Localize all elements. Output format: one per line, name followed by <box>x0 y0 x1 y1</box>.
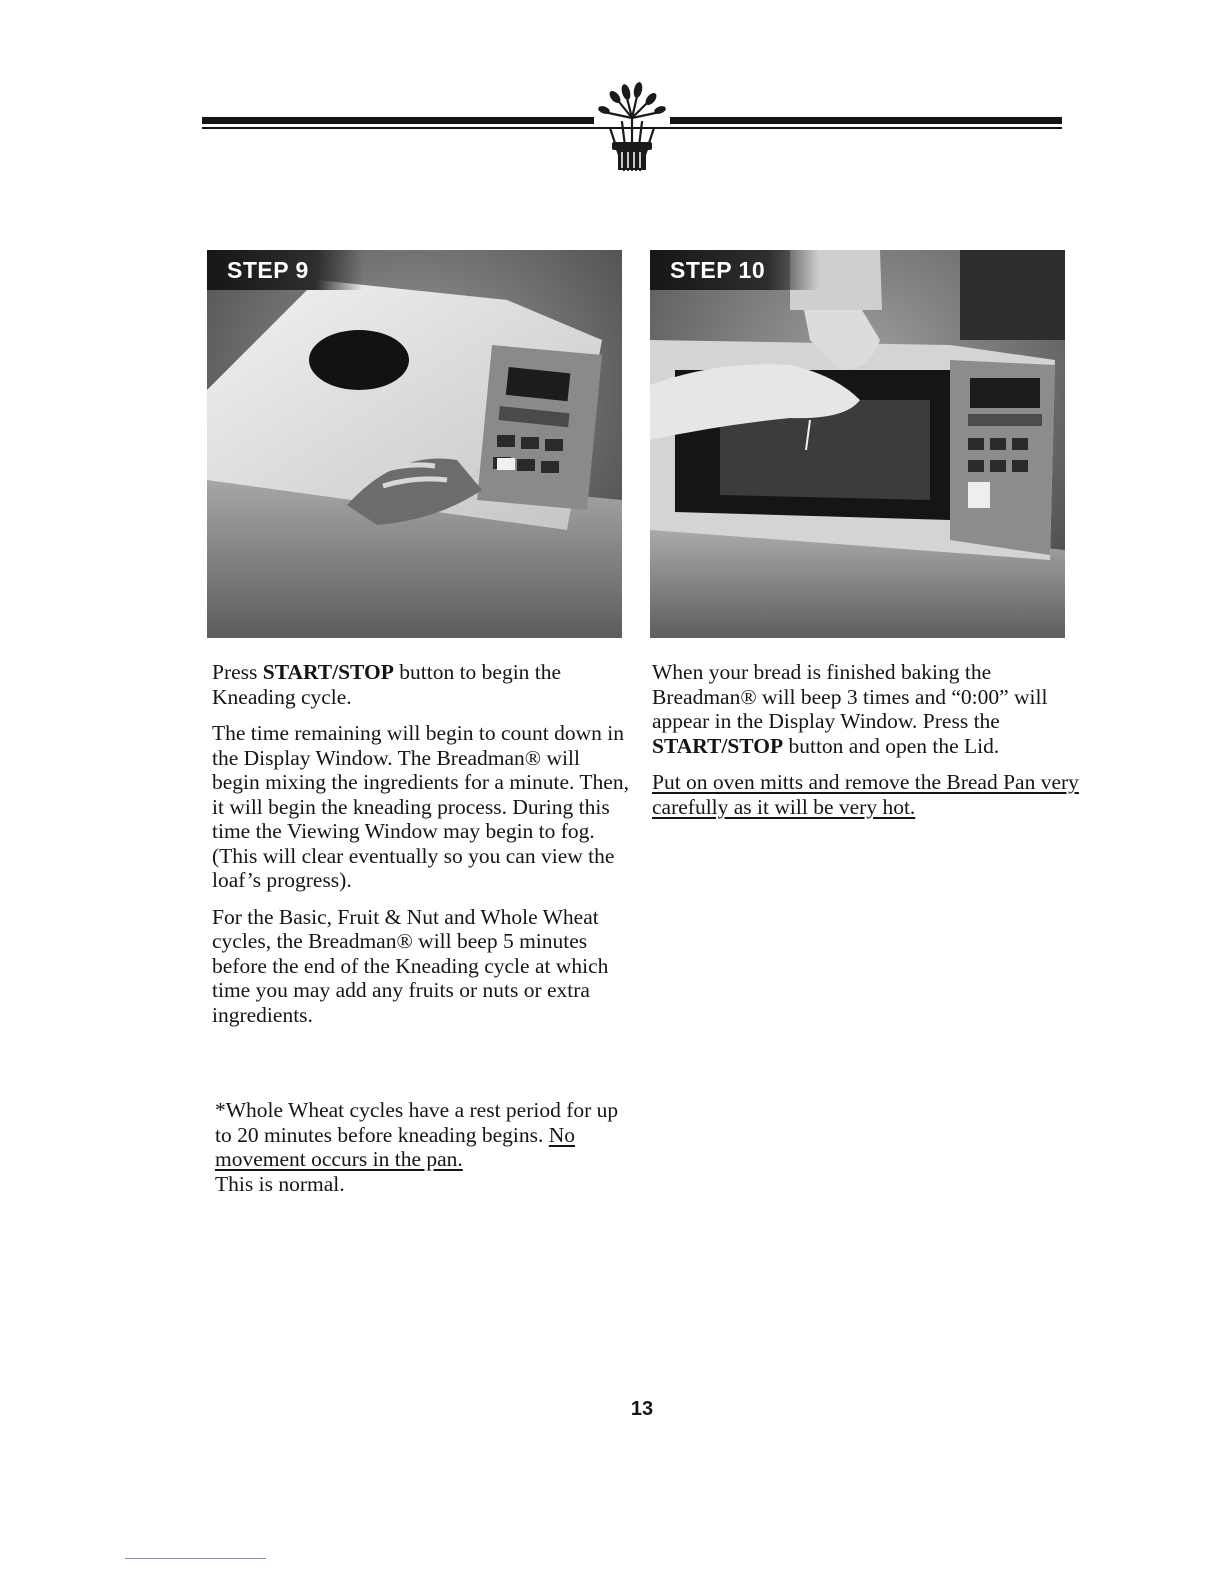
page-number: 13 <box>630 1398 654 1420</box>
step-9-lead-text: Press <box>212 660 263 684</box>
oven-mitt-warning: Put on oven mitts and remove the Bread Pan very carefully as it will be very hot. <box>652 770 1079 819</box>
step-9-label: STEP 9 <box>207 250 363 290</box>
step-9-text <box>212 660 632 1039</box>
step-10-lead <box>652 660 1082 758</box>
step-10-text <box>652 660 1082 831</box>
wheat-sheaf-icon <box>588 78 676 174</box>
step-9-lead-text-end: button to begin the Kneading cycle. <box>212 660 562 709</box>
start-stop-keyword: START/STOP <box>652 733 784 758</box>
step-10-lead-text: When your bread is finished baking the Breadman® will beep 3 times and “0:00” will appear in the Display Window. Press the <box>652 660 1048 733</box>
step-10-lead-text-end: button and open the Lid. <box>783 733 1000 758</box>
step-9-paragraph-1: The time remaining will begin to count down in the Display Window. The Breadman® will begin mixing the ingredients for a minute. Then, it will begin the kneading process. During this time the Viewing Window may begin to fog. (This will clear eventually so you can view the loaf’s progress). <box>212 721 629 892</box>
footer-rule <box>125 1558 266 1559</box>
step-10-photo <box>650 250 1065 638</box>
whole-wheat-note <box>215 1098 635 1196</box>
start-stop-keyword: START/STOP <box>262 660 394 684</box>
note-underlined-text: No movement occurs in the pan. <box>215 1122 576 1171</box>
photo-oven-mitt-removing-bread-pan <box>650 250 1065 638</box>
step-9-paragraph-2: For the Basic, Fruit & Nut and Whole Wheat cycles, the Breadman® will beep 5 minutes before the end of the Kneading cycle at which time you may add any fruits or nuts or extra ingredients. <box>212 904 609 1027</box>
step-9-lead <box>212 660 632 709</box>
note-text: *Whole Wheat cycles have a rest period for up to 20 minutes before kneading begins. <box>215 1098 619 1147</box>
step-9-photo <box>207 250 622 638</box>
note-tail-text: This is normal. <box>215 1171 345 1196</box>
step-10-label: STEP 10 <box>650 250 819 290</box>
photo-hand-pressing-start-stop <box>207 250 622 638</box>
